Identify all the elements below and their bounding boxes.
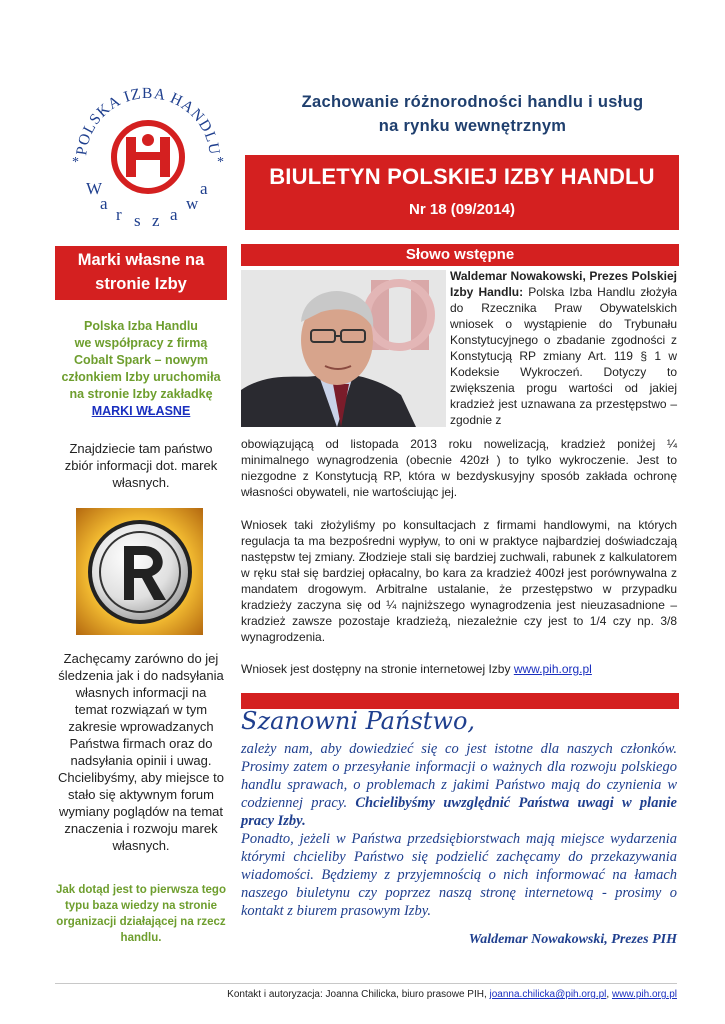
body-line: zakresie wprowadzanych bbox=[68, 719, 214, 734]
left-box-title-line: Marki własne na bbox=[77, 251, 205, 269]
left-box-title-line: stronie Izby bbox=[95, 275, 187, 293]
left-green-announcement bbox=[55, 318, 227, 420]
body-line: stało się aktywnym forum bbox=[68, 787, 214, 802]
green-line: Polska Izba Handlu bbox=[84, 319, 198, 333]
body-line: własnych. bbox=[112, 475, 170, 490]
letter-p1: zależy nam, aby dowiedzieć się co jest istotne dla naszych członków. Prosimy zatem o przesyłanie informacji o ważnych dla rozwoju polskiego handlu sprawach, o problemach z jakimi Państwo mają do czynienia w codziennej pracy. bbox=[241, 741, 677, 811]
paragraph-3-text: Wniosek jest dostępny na stronie internetowej Izby bbox=[241, 662, 514, 676]
left-body-1 bbox=[55, 440, 227, 491]
logo-city-letter: r bbox=[116, 205, 122, 224]
logo-arc-text: POLSKA IZBA HANDLU bbox=[73, 84, 223, 157]
green-line: na stronie Izby zakładkę bbox=[69, 387, 213, 401]
body-line: śledzenia jak i do nadsyłania bbox=[58, 668, 224, 683]
green-line: typu baza wiedzy na stronie bbox=[64, 900, 218, 912]
letter-signature: Waldemar Nowakowski, Prezes PIH bbox=[468, 932, 677, 947]
footer-separator: , bbox=[606, 989, 612, 1000]
body-line: własnych. bbox=[112, 838, 170, 853]
paragraph-3 bbox=[241, 661, 677, 677]
pih-website-link[interactable]: www.pih.org.pl bbox=[513, 662, 592, 676]
logo-city-letter: z bbox=[152, 211, 160, 230]
body-line: własnych informacji na bbox=[75, 685, 207, 700]
logo-city-letter: a bbox=[100, 194, 108, 213]
footer-email-link[interactable]: joanna.chilicka@pih.org.pl bbox=[489, 989, 607, 1000]
letter-p1-emphasis: Chcielibyśmy uwzględnić Państwa uwagi w planie pracy Izby. bbox=[241, 795, 677, 829]
green-line: członkiem Izby uruchomiła bbox=[61, 370, 221, 384]
marki-wlasne-link[interactable]: MARKI WŁASNE bbox=[91, 404, 191, 418]
logo-star-right: * bbox=[217, 155, 224, 170]
registered-trademark-image bbox=[76, 508, 203, 635]
body-line: Państwa firmach oraz do bbox=[69, 736, 213, 751]
banner-number: Nr 18 (09/2014) bbox=[409, 201, 515, 218]
footer bbox=[55, 989, 677, 1000]
green-line: we współpracy z firmą bbox=[74, 336, 208, 350]
logo-city-letter: s bbox=[134, 211, 141, 230]
body-line: wymiany poglądów na temat bbox=[58, 804, 224, 819]
banner-title: BIULETYN POLSKIEJ IZBY HANDLU bbox=[269, 164, 655, 189]
president-photo bbox=[241, 270, 446, 427]
body-line: znaczenia i rozwoju marek bbox=[64, 821, 218, 836]
header-banner bbox=[245, 155, 679, 230]
logo-city bbox=[86, 179, 208, 230]
footer-site-link[interactable]: www.pih.org.pl bbox=[611, 989, 677, 1000]
body-line: temat rozwiązań w tym bbox=[74, 702, 208, 717]
intro-author: Waldemar Nowakowski, Prezes Polskiej Izby Handlu: bbox=[450, 269, 677, 299]
logo-city-letter: a bbox=[170, 205, 178, 224]
footer-text: Kontakt i autoryzacja: Joanna Chilicka, biuro prasowe PIH, bbox=[227, 989, 490, 1000]
intro-text bbox=[450, 268, 677, 428]
green-line: Jak dotąd jest to pierwsza tego bbox=[56, 884, 226, 896]
green-line: organizacji działającej na rzecz bbox=[56, 916, 226, 928]
left-body-2 bbox=[55, 650, 227, 854]
header-subtitle bbox=[255, 90, 690, 138]
body-line: Znajdziecie tam państwo bbox=[69, 441, 213, 456]
subtitle-line: Zachowanie różnorodności handlu i usług bbox=[301, 93, 644, 111]
logo-city-letter: W bbox=[86, 179, 103, 198]
body-line: Chcielibyśmy, aby miejsce to bbox=[58, 770, 224, 785]
intro-body: Polska Izba Handlu złożyła do Rzecznika Praw Obywatelskich wniosek o wystąpienie do Trybunału Konstytucyjnego o zbadanie zgodności z Konstytucją RP zmiany Art. 119 § 1 w Kodeksie Wykroczeń. Dotyczy to zwiększenia progu wartości od jakiej kradzież jest uznawana za przestępstwo – zgodnie z bbox=[450, 285, 677, 427]
body-line: nadsyłania opinii i uwag. bbox=[70, 753, 212, 768]
paragraph-2: Wniosek taki złożyliśmy po konsultacjach z firmami handlowymi, na których regulacja ta ma bezpośredni wypływ, to oni w praktyce najbardziej doświadczają następstw tej zmiany. Złodzieje stali się bardziej zuchwali, rabunek z kalkulatorem w ręku stał się bardziej opłacalny, bo kara za kradzież 400zł jest porównywalna z mandatem drogowym. Arbitralne ustalanie, że przestępstwo w przypadku kradzieży zaczyna się od ¼ najniższego wynagrodzenia jest nieuzasadnione – kradzież zawsze pozostaje kradzieżą, niezależnie czy jest to 1/4 czy np. 3/8 wynagrodzenia. bbox=[241, 518, 677, 644]
intro-continuation: obowiązującą od listopada 2013 roku nowelizacją, kradzież poniżej ¼ minimalnego wynagrodzenia (obecnie 420zł ) to tylko wykroczenie. Jest to niezgodne z Konstytucją RP, która w bezdyskusyjny sposób zakłada ochronę własności obywateli, nie wartościując jej. bbox=[241, 437, 677, 499]
body-line: zbiór informacji dot. marek bbox=[64, 458, 218, 473]
section-title: Słowo wstępne bbox=[241, 244, 679, 266]
letter-body bbox=[241, 740, 677, 920]
green-line: Cobalt Spark – nowym bbox=[73, 353, 209, 367]
green-line: handlu. bbox=[120, 932, 162, 944]
letter-p2: Ponadto, jeżeli w Państwa przedsiębiorstwach mają miejsce wydarzenia którymi chcieliby Państwo się podzielić zachęcamy do przekazywania wiadomości. Będziemy z przyjemnością o nich informować na łamach naszego biuletynu czy poprzez naszą stronę internetową - prosimy o kontakt z biurem prasowym Izby. bbox=[241, 831, 677, 919]
left-green-footnote bbox=[55, 882, 227, 946]
logo-city-letter: w bbox=[186, 194, 199, 213]
pih-logo bbox=[60, 62, 235, 237]
body-line: Zachęcamy zarówno do jej bbox=[63, 651, 219, 666]
letter-greeting: Szanowni Państwo, bbox=[241, 707, 476, 735]
logo-star-left: * bbox=[72, 155, 79, 170]
subtitle-line: na rynku wewnętrznym bbox=[378, 117, 567, 135]
logo-city-letter: a bbox=[200, 179, 208, 198]
left-box-title bbox=[55, 246, 227, 300]
footer-divider bbox=[55, 983, 677, 984]
logo-emblem bbox=[114, 123, 182, 191]
